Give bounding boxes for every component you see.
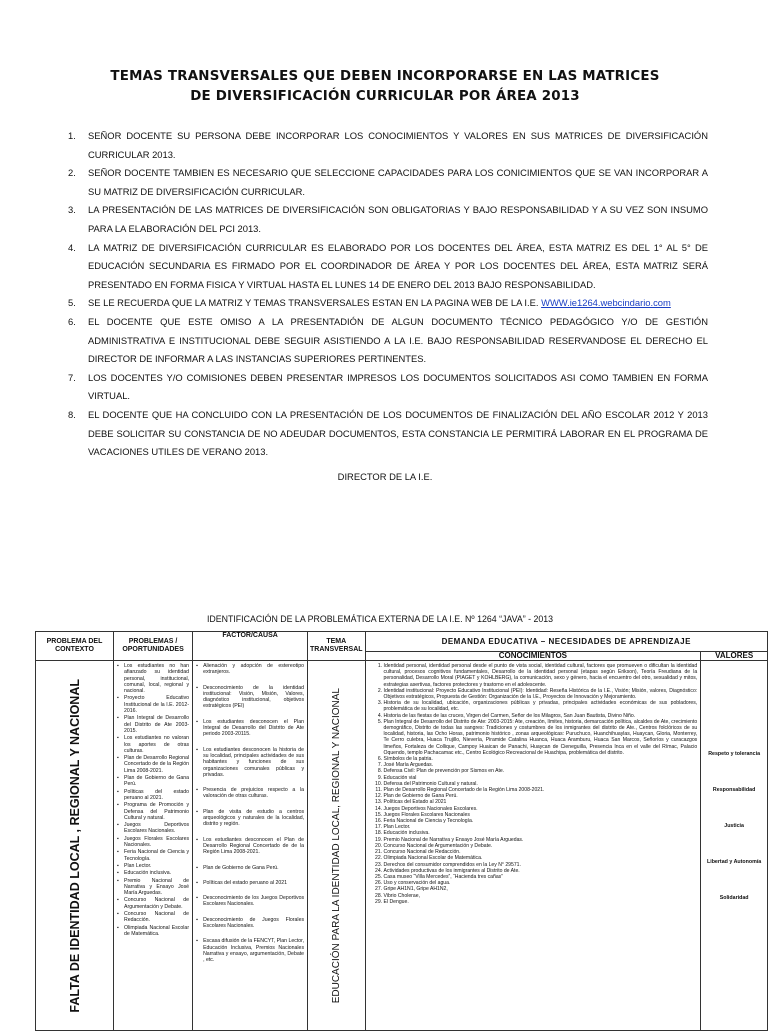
oportunidad-item: ▪ Feria Nacional de Ciencia y Tecnología. — [124, 849, 189, 862]
instruction-number: 4. — [68, 241, 76, 253]
document-title — [40, 67, 730, 107]
table-title: IDENTIFICACIÓN DE LA PROBLEMÁTICA EXTERNA DE LA I.E. Nº 1264 “JAVA” - 2013 — [206, 614, 554, 624]
conocimiento-item: 15. Juegos Florales Escolares Nacionales — [384, 812, 698, 818]
factor-item: ▪ Desconocimiento de la identidad institucional: Visión, Misión, Valores, diagnóstico institucional, objetivos estratégicos (PEI) — [203, 685, 304, 710]
instruction-item — [52, 369, 708, 406]
valor-item: Libertad y Autonomía — [706, 859, 762, 865]
header-conocimientos: CONOCIMIENTOS — [365, 652, 701, 661]
instruction-number: 6. — [68, 315, 76, 327]
valor-item: Respeto y tolerancia — [708, 751, 761, 757]
oportunidad-item: ▪ Plan de Desarrollo Regional Concertado de de la Región Lima 2008-2021. — [124, 755, 189, 774]
instruction-item — [52, 294, 708, 313]
oportunidades-cell — [114, 661, 193, 1031]
conocimiento-item: 16. Feria Nacional de Ciencia y Tecnología. — [384, 818, 698, 824]
website-link[interactable]: WWW.ie1264.webcindario.com — [541, 297, 671, 309]
oportunidad-item: ▪ Programa de Promoción y Defensa del Patrimonio Cultural y natural. — [124, 802, 189, 821]
header-problema: PROBLEMA DEL CONTEXTO — [36, 632, 114, 661]
conocimiento-item: 28. Vibrio Cholerae, — [384, 893, 698, 899]
factor-item: ▪ Desconocimiento de Juegos Florales Escolares Nacionales. — [203, 917, 304, 930]
oportunidad-item: ▪ Educación inclusiva. — [124, 870, 189, 876]
instruction-number: 1. — [68, 130, 76, 141]
conocimiento-item: 6. Símbolos de la patria. — [384, 756, 698, 762]
factor-item: ▪ Políticas del estado peruano al 2021 — [203, 880, 304, 886]
conocimiento-item: 22. Olimpiada Nacional Escolar de Matemática. — [384, 855, 698, 861]
instruction-text: SEÑOR DOCENTE SU PERSONA DEBE INCORPORAR LOS CONOCIMIENTOS Y VALORES EN SUS MATRICES DE DIVERSIFICACIÓN CURRICULAR 2013. — [88, 130, 708, 160]
conocimiento-item: 19. Premio Nacional de Narrativa y Ensayo José María Arguedas. — [384, 837, 698, 843]
conocimiento-item: 14. Juegos Deportivos Nacionales Escolares. — [384, 806, 698, 812]
valor-item: Responsabilidad — [712, 787, 756, 793]
instruction-item — [52, 127, 708, 164]
header-problemas-oportunidades: PROBLEMAS / OPORTUNIDADES — [114, 632, 193, 661]
valor-item: Justicia — [724, 823, 744, 829]
instruction-text: SEÑOR DOCENTE TAMBIEN ES NECESARIO QUE SELECCIONE CAPACIDADES PARA LOS CONICIMIENTOS QUE SE VAN INCORPORAR A SU MATRIZ DE DIVERSIFICACIÓN CURRICULAR. — [88, 167, 708, 197]
tema-cell — [308, 661, 365, 1031]
oportunidad-item: ▪ Juegos Florales Escolares Nacionales. — [124, 836, 189, 849]
conocimiento-item: 13. Políticas del Estado al 2021 — [384, 799, 698, 805]
director-signature: DIRECTOR DE LA I.E. — [337, 471, 433, 482]
conocimiento-item: 25. Casa museo “Villa Mercedes”, “Hacienda tres cañas” — [384, 874, 698, 880]
conocimiento-item: 3. Historia de su localidad, ubicación, organizaciones públicas y privadas, principales actividades económicas de sus pobladores, problemática de su localidad, etc. — [384, 700, 698, 712]
oportunidad-item: ▪ Plan Lector. — [124, 863, 189, 869]
instruction-number: 8. — [68, 408, 76, 420]
conocimiento-item: 5. Plan Integral de Desarrollo del Distrito de Ate: 2003-2015: Ate, creación, límites, historia, demarcación política, alcaldes de Ate, crecimiento demográfico, Distrito de todas las sangres: Tradiciones y costumbres de los inmigrantes del distrito de Ate., Centros folclóricos de su localidad, historia, las Ocho Horas, patrimonio histórico , zonas arqueológicas: Puruchuco, Huanchihuaylas, Huaycan, Gloria, Monterrey, Te Cerro culebra, Huaca Trujillo, Nievería, Piramide Catalina Huanca, Huaca Aramburu, Huaca San Marcos, Señoríos y curacazgos limeños, Fortaleza de Collique, Campoy Huaican de Panachi, Huaycan de Cieneguilla, Presencia Inca en el valle del Rímac, Palacio Oquendo, templo Pachacamac etc., Centro Ecológico Recreacional de Huachipa, problemática del distrito. — [384, 719, 698, 756]
conocimiento-item: 8. Defensa Civil: Plan de prevención por Sismos en Ate. — [384, 768, 698, 774]
conocimientos-cell — [365, 661, 701, 1031]
header-factor-causa: FACTOR/CAUSA — [193, 632, 308, 661]
title-line-1: TEMAS TRANSVERSALES QUE DEBEN INCORPORARSE EN LAS MATRICES — [110, 69, 660, 84]
instruction-item — [52, 239, 708, 295]
factor-item: ▪ Plan de visita de estudio a centros arqueológicos y naturales de la localidad, distrito y región. — [203, 809, 304, 828]
oportunidad-item: ▪ Plan de Gobierno de Gana Perú. — [124, 775, 189, 788]
oportunidades-list — [114, 661, 192, 937]
oportunidad-item: ▪ Plan Integral de Desarrollo del Distrito de Ate 2003-2015. — [124, 715, 189, 734]
factor-item: ▪ Alienación y adopción de estereotipo extranjeros. — [203, 663, 304, 676]
instruction-item — [52, 201, 708, 238]
problema-cell — [36, 661, 114, 1031]
oportunidad-item: ▪ Premio Nacional de Narrativa y Ensayo José María Arguedas. — [124, 878, 189, 897]
factor-item: ▪ Los estudiantes desconocen el Plan de Desarrollo Regional Concertado de de la Región Lima 2008-2021. — [203, 837, 304, 856]
conocimiento-item: 26. Uso y conservación del agua. — [384, 880, 698, 886]
header-valores: VALORES — [701, 652, 768, 661]
instruction-number: 2. — [68, 167, 76, 179]
instruction-text: LA PRESENTACIÓN DE LAS MATRICES DE DIVERSIFICACIÓN SON OBLIGATORIAS Y BAJO RESPONSABILIDAD Y A SU VEZ SON INSUMO PARA LA ELABORACIÓN DEL PCI 2013. — [88, 204, 708, 234]
conocimiento-item: 9. Educación vial — [384, 775, 698, 781]
factor-item: ▪ Los estudiantes desconocen el Plan Integral de Desarrollo del Distrito de Ate periodo 2003-20115. — [203, 719, 304, 738]
conocimiento-item: 17. Plan Lector. — [384, 824, 698, 830]
instruction-item — [52, 164, 708, 201]
oportunidad-item: ▪ Concurso Nacional de Redacción. — [124, 911, 189, 924]
oportunidad-item: ▪ Los estudiantes no valoran los aportes de otras culturas. — [124, 735, 189, 754]
conocimientos-list — [366, 661, 701, 905]
oportunidad-item: ▪ Políticas del estado peruano al 2021. — [124, 789, 189, 802]
factor-item: ▪ Plan de Gobierno de Gana Perú. — [203, 865, 304, 871]
problematica-table — [35, 631, 768, 1031]
conocimiento-item: 20. Concurso Nacional de Argumentación y Debate. — [384, 843, 698, 849]
problema-vertical-label: FALTA DE IDENTIDAD LOCAL , REGIONAL Y NACIONAL — [67, 678, 82, 1013]
conocimiento-item: 11. Plan de Desarrollo Regional Concertado de la Región Lima 2008-2021. — [384, 787, 698, 793]
factor-item: ▪ Escasa difusión de la FENCYT, Plan Lector, Educación Inclusiva, Premios Nacionales Narrativa y ensayo, argumentación, Debate , etc. — [203, 938, 304, 963]
instruction-text: SE LE RECUERDA QUE LA MATRIZ Y TEMAS TRANSVERSALES ESTAN EN LA PAGINA WEB DE LA I.E. — [88, 297, 542, 309]
factor-item: ▪ Desconocimiento de los Juegos Deportivos Escolares Nacionales. — [203, 895, 304, 908]
conocimiento-item: 24. Actividades productivas de los inmigrantes al Distrito de Ate. — [384, 868, 698, 874]
header-demanda: DEMANDA EDUCATIVA – NECESIDADES DE APRENDIZAJE — [365, 632, 767, 652]
header-tema-transversal: TEMA TRANSVERSAL — [308, 632, 365, 661]
instruction-text: EL DOCENTE QUE HA CONCLUIDO CON LA PRESENTACIÓN DE LOS DOCUMENTOS DE FINALIZACIÓN DEL AÑO ESCOLAR 2012 Y 2013 DEBE SOLICITAR SU CONSTANCIA DE NO ADEUDAR DOCUMENTOS, ESTA CONSTANCIA LE PERMITIRÁ LABORAR EN EL PROGRAMA DE VACACIONES UTILES DE VERANO 2013. — [88, 408, 708, 458]
instruction-text: EL DOCENTE QUE ESTE OMISO A LA PRESENTADIÓN DE ALGUN DOCUMENTO TÉCNICO PEDAGÓGICO Y/O DE GESTIÓN ADMINISTRATIVA E INSTITUCIONAL DEBE SEGUIR ASISTIENDO A LA I.E. BAJO RESPONSABILIDAD RESERVANDOSE EL DERECHO EL DIRECTOR DE INFORMAR A LAS INSTANCIAS SUPERIORES PERTINENTES. — [88, 315, 708, 365]
conocimiento-item: 12. Plan de Gobierno de Gana Perú. — [384, 793, 698, 799]
instruction-item — [52, 406, 708, 462]
tema-vertical-label: EDUCACIÓN PARA LA IDENTIDAD LOCAL, REGIONAL Y NACIONAL — [330, 687, 342, 1004]
instruction-item — [52, 313, 708, 369]
conocimiento-item: 27. Gripe AH1N1, Gripe AH1N2, — [384, 886, 698, 892]
instruction-number: 3. — [68, 204, 76, 216]
instruction-text: LA MATRIZ DE DIVERSIFICACIÓN CURRICULAR ES ELABORADO POR LOS DOCENTES DEL ÁREA, ESTA MATRIZ ES DEL 1° AL 5° DE EDUCACIÓN SECUNDARIA ES FIRMADO POR EL COORDINADOR DE ÁREA Y POR LOS DOCENTES DEL ÁREA, ESTA MATRIZ SERÁ PRESENTADO EN FORMA FISICA Y VIRTUAL HASTA EL LUNES 14 DE ENERO DEL 2013 BAJO RESPONSABILIDAD. — [88, 241, 708, 290]
conocimiento-item: 2. Identidad institucional: Proyecto Educativo Institucional (PEI): Identidad: Reseña Histórica de la I.E., Visión; Misión, valores, Diagnóstico: Objetivos estratégicos, Propuesta de Gestión: Organización de la I.E., Proyectos de Innovación y Mejoramiento. — [384, 688, 698, 700]
conocimiento-item: 7. José María Arguedas. — [384, 762, 698, 768]
conocimiento-item: 18. Educación inclusiva. — [384, 830, 698, 836]
conocimiento-item: 10. Defensa del Patrimonio Cultural y natural. — [384, 781, 698, 787]
conocimiento-item: 21. Concurso Nacional de Redacción. — [384, 849, 698, 855]
oportunidad-item: ▪ Juegos Deportivos Escolares Nacionales. — [124, 822, 189, 835]
factores-list — [193, 661, 307, 964]
instruction-text: LOS DOCENTES Y/O COMISIONES DEBEN PRESENTAR IMPRESOS LOS DOCUMENTOS SOLICITADOS ASI COMO TAMBIEN EN FORMA VIRTUAL. — [88, 371, 708, 402]
valores-list — [701, 751, 767, 901]
oportunidad-item: ▪ Los estudiantes no han afianzado su identidad personal, institucional, comunal, local, regional y nacional. — [124, 663, 189, 694]
factor-item: ▪ Presencia de prejuicios respecto a la valoración de otras culturas. — [203, 787, 304, 800]
instruction-number: 5. — [68, 297, 76, 309]
conocimiento-item: 29. El Dengue. — [384, 899, 698, 905]
conocimiento-item: 1. Identidad personal, identidad personal desde el punto de vista social, identidad cultural, factores que promueven o dificultan la identidad cultural, procesos cognitivos fundamentales, Desarrollo de la identidad personal (etapas según Erikson), Teoría Freudiana de la personalidad, Desarrollo Moral (PIAGET y KOHLBERG), la comunicación, sexo y género, hacia el encuentro del otro, sexualidad y mitos, estrategias asertivas, factores protectores y trastorno en el adolescente. — [384, 663, 698, 688]
valores-cell — [701, 661, 768, 1031]
instruction-number: 7. — [68, 371, 76, 383]
oportunidad-item: ▪ Olimpiada Nacional Escolar de Matemática. — [124, 925, 189, 938]
conocimiento-item: 4. Historia de las fiestas de las cruces, Virgen del Carmen, Señor de los Milagros, San Juan Bautista, Divino Niño. — [384, 713, 698, 719]
conocimiento-item: 23. Derechos del consumidor comprendidos en la Ley N° 29571. — [384, 862, 698, 868]
instructions-list — [52, 127, 708, 462]
oportunidad-item: ▪ Proyecto Educativo Institucional de la I.E. 2012-2016. — [124, 695, 189, 714]
valor-item: Solidaridad — [719, 895, 749, 901]
title-line-2: DE DIVERSIFICACIÓN CURRICULAR POR ÁREA 2013 — [190, 89, 580, 104]
factor-item: ▪ Los estudiantes desconocen la historia de su localidad, principales actividades de sus habitantes y funciones de sus organizaciones comunales públicas y privadas. — [203, 747, 304, 778]
factores-cell — [193, 661, 308, 1031]
oportunidad-item: ▪ Concurso Nacional de Argumentación y Debate. — [124, 897, 189, 910]
